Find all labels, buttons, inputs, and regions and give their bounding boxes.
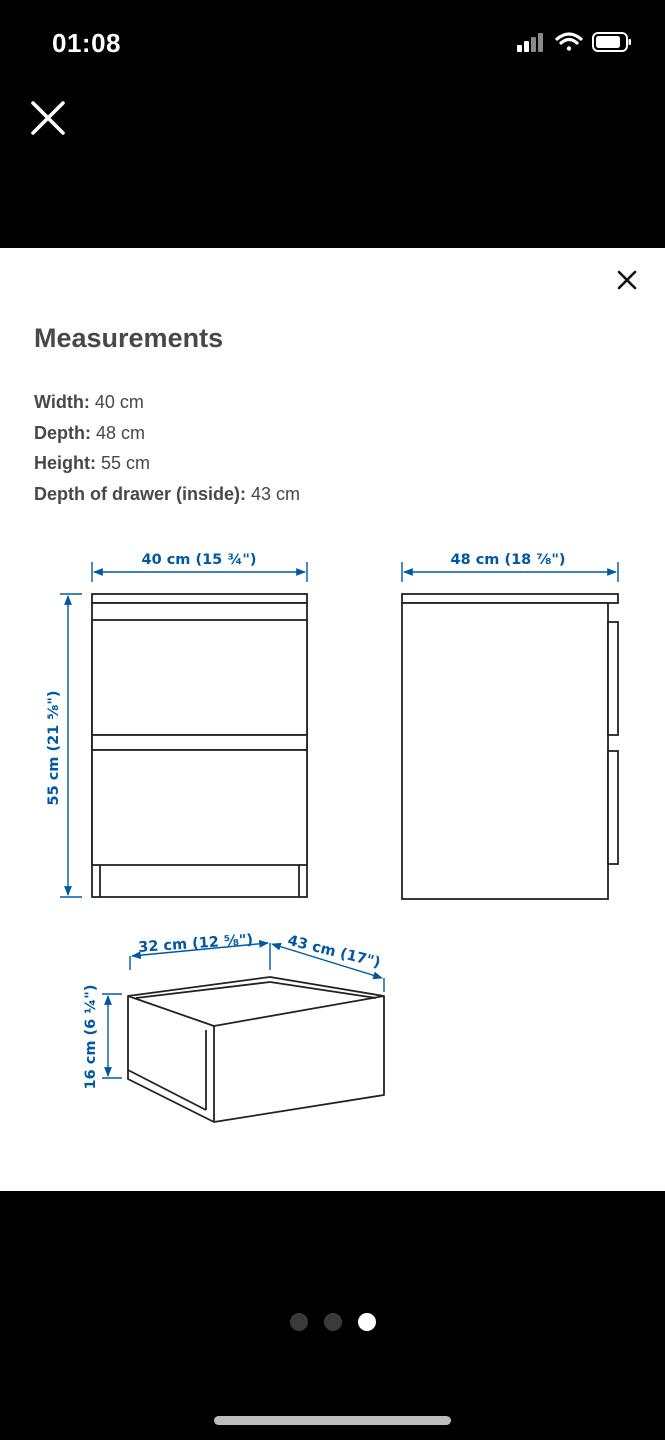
spec-width xyxy=(34,387,300,418)
front-view xyxy=(92,594,307,897)
spec-label: Depth of drawer (inside): xyxy=(34,483,247,504)
spec-list xyxy=(34,387,300,509)
sheet-close-button[interactable] xyxy=(614,267,640,293)
status-time: 01:08 xyxy=(52,28,121,58)
spec-depth xyxy=(34,418,300,449)
page-indicator xyxy=(0,1313,665,1333)
dim-drawer-width: 32 cm (12 ⅝") xyxy=(137,932,254,957)
dim-side-depth: 48 cm (18 ⅞") xyxy=(450,552,566,568)
battery-icon xyxy=(593,33,631,51)
spec-value: 40 cm xyxy=(94,392,144,412)
spec-value: 55 cm xyxy=(101,453,151,473)
spec-height xyxy=(34,448,300,479)
spec-value: 48 cm xyxy=(96,422,146,443)
dim-drawer-height: 16 cm (6 ¼") xyxy=(83,984,99,1090)
status-bar xyxy=(0,0,665,86)
dimension-drawing xyxy=(0,530,665,1140)
spec-label: Height: xyxy=(34,453,96,473)
status-icons xyxy=(517,30,635,58)
viewer-close-button[interactable] xyxy=(28,98,68,138)
dim-height: 55 cm (21 ⅝") xyxy=(46,690,62,806)
page-dot-2[interactable] xyxy=(324,1313,342,1331)
side-view xyxy=(402,594,618,899)
cellular-signal-icon xyxy=(517,33,543,52)
spec-label: Depth: xyxy=(34,422,91,443)
close-icon xyxy=(614,267,640,293)
home-indicator[interactable] xyxy=(214,1416,451,1425)
drawer-view xyxy=(128,977,384,1122)
spec-drawer-depth xyxy=(34,479,300,510)
close-icon xyxy=(28,98,68,138)
page-dot-3[interactable] xyxy=(358,1313,376,1331)
page-dot-1[interactable] xyxy=(290,1313,308,1331)
spec-label: Width: xyxy=(34,392,90,412)
dim-drawer-depth: 43 cm (17") xyxy=(285,932,382,972)
page-title: Measurements xyxy=(34,323,224,353)
dim-front-width: 40 cm (15 ¾") xyxy=(141,552,257,568)
spec-value: 43 cm xyxy=(251,483,301,504)
wifi-icon xyxy=(557,34,581,51)
